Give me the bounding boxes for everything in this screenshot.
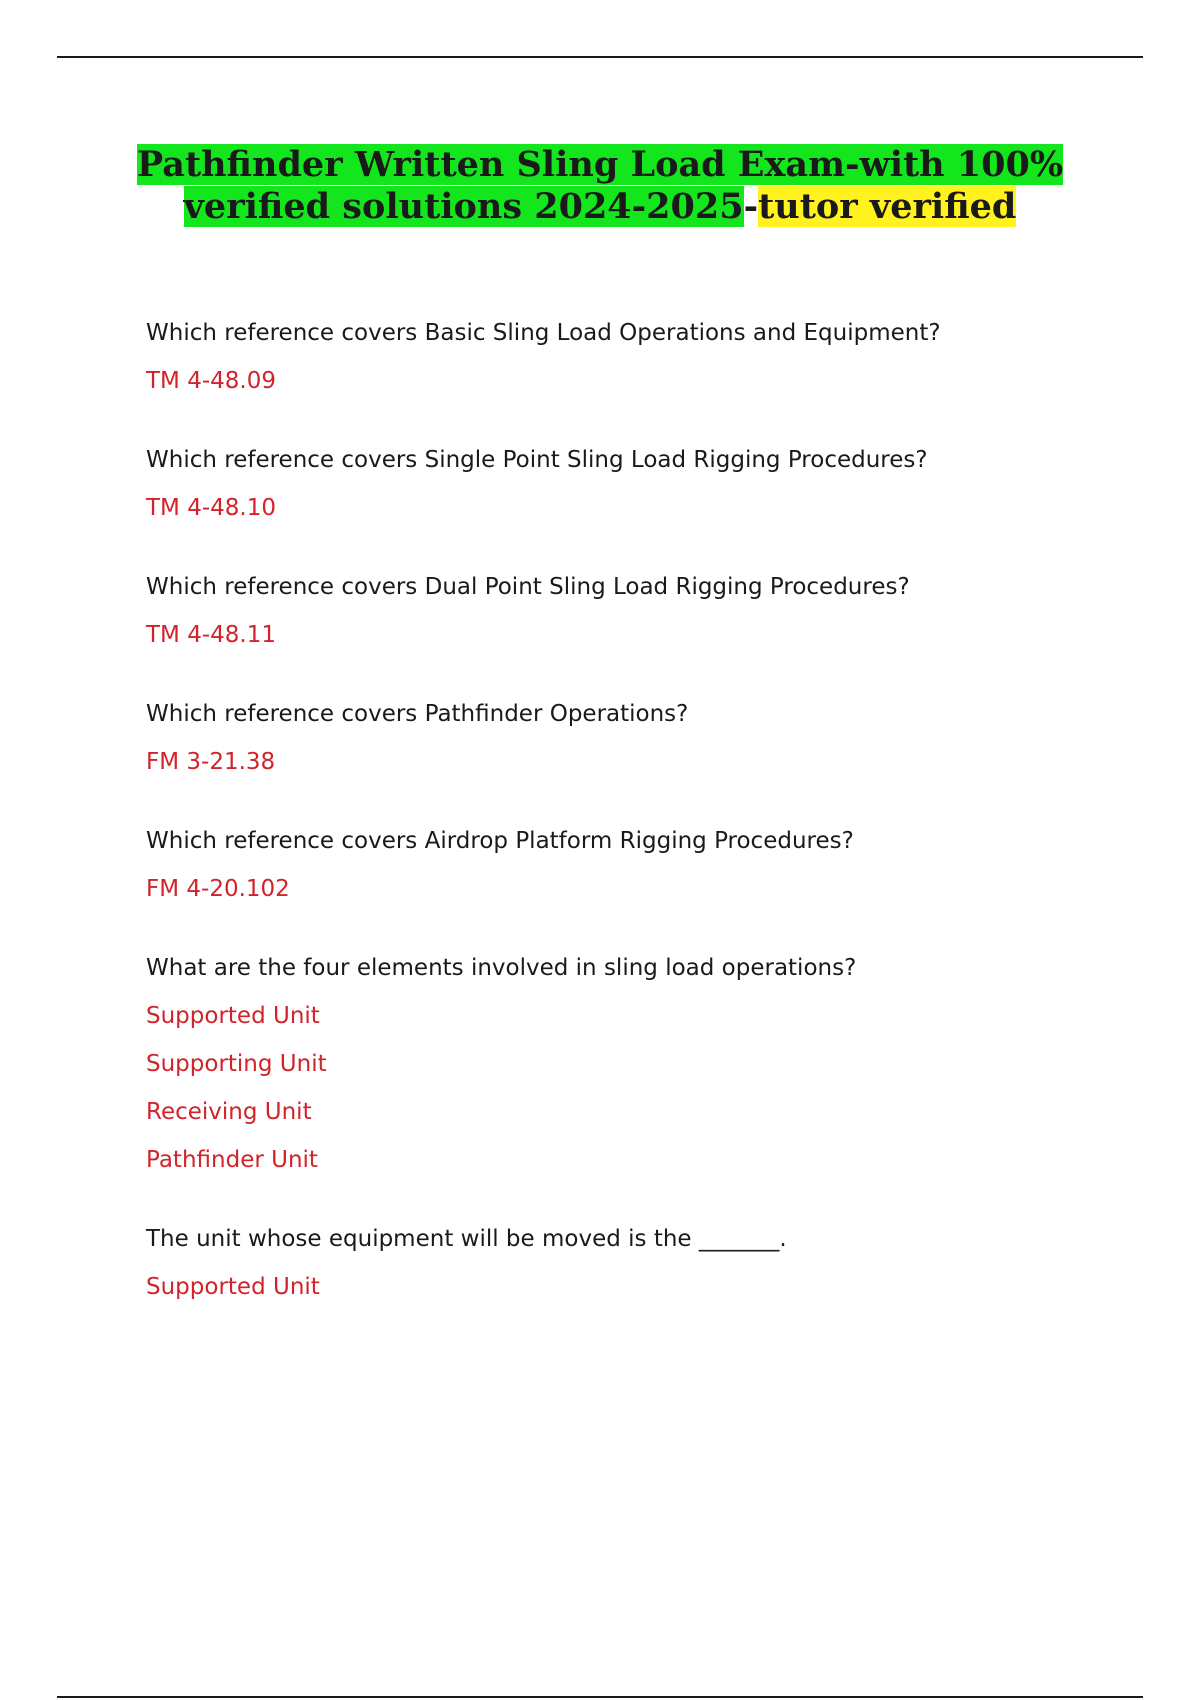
title-dash: - bbox=[743, 186, 759, 227]
top-rule bbox=[57, 56, 1143, 58]
answer-text: FM 4-20.102 bbox=[146, 876, 290, 902]
qa-item bbox=[146, 318, 1106, 396]
question-text: Which reference covers Pathfinder Operations? bbox=[146, 701, 689, 727]
bottom-rule bbox=[57, 1696, 1143, 1698]
question-text: The unit whose equipment will be moved is the _______. bbox=[146, 1226, 787, 1252]
qa-item bbox=[146, 699, 1106, 777]
question-text: Which reference covers Dual Point Sling Load Rigging Procedures? bbox=[146, 574, 910, 600]
answer-text: Supported Unit bbox=[146, 1003, 320, 1029]
answer-text: TM 4-48.10 bbox=[146, 495, 276, 521]
answer-text: Supported Unit bbox=[146, 1274, 320, 1300]
question-text: What are the four elements involved in sling load operations? bbox=[146, 955, 857, 981]
title-highlight-green: Pathfinder Written Sling Load Exam-with 100% verified solutions 2024-2025 bbox=[136, 144, 1064, 227]
document-title bbox=[100, 144, 1100, 228]
qa-item bbox=[146, 826, 1106, 904]
qa-item bbox=[146, 1224, 1106, 1302]
question-text: Which reference covers Airdrop Platform Rigging Procedures? bbox=[146, 828, 854, 854]
qa-item bbox=[146, 572, 1106, 650]
qa-item bbox=[146, 445, 1106, 523]
answer-text: TM 4-48.11 bbox=[146, 622, 276, 648]
answer-text: Supporting Unit bbox=[146, 1051, 327, 1077]
question-text: Which reference covers Single Point Sling Load Rigging Procedures? bbox=[146, 447, 928, 473]
title-highlight-yellow: tutor verified bbox=[758, 186, 1017, 227]
qa-list bbox=[146, 318, 1106, 1351]
answer-text: Receiving Unit bbox=[146, 1099, 312, 1125]
answer-text: TM 4-48.09 bbox=[146, 368, 276, 394]
answer-text: Pathfinder Unit bbox=[146, 1147, 318, 1173]
answer-text: FM 3-21.38 bbox=[146, 749, 276, 775]
qa-item bbox=[146, 953, 1106, 1175]
question-text: Which reference covers Basic Sling Load Operations and Equipment? bbox=[146, 320, 941, 346]
